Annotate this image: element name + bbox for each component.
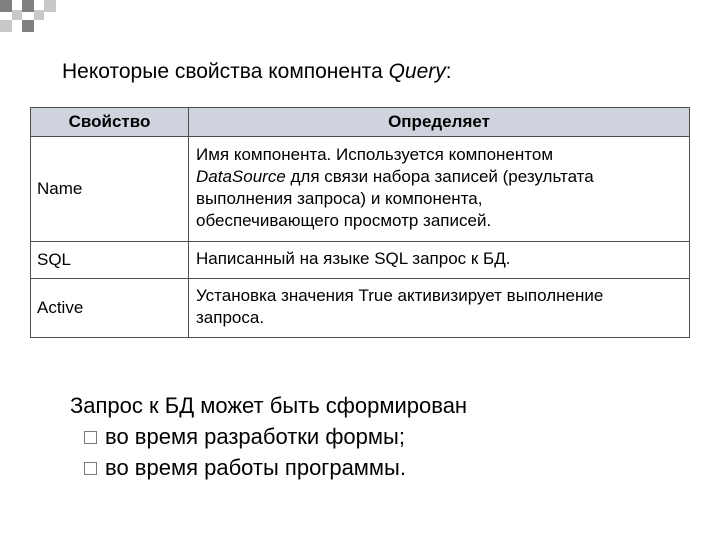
deco-square-dark — [22, 20, 34, 32]
table-row — [31, 279, 690, 338]
description-cell — [189, 279, 690, 338]
property-cell: Active — [31, 279, 189, 338]
description-line-rest: для связи набора записей (результата — [285, 167, 594, 186]
description-line: Установка значения True активизирует выполнение — [196, 286, 604, 305]
checkbox-square-icon — [84, 462, 97, 475]
note-text: Запрос к БД может быть сформирован — [70, 393, 468, 418]
checkbox-square-icon — [84, 431, 97, 444]
slide-title — [62, 60, 452, 84]
title-component-name: Query — [388, 60, 446, 83]
title-suffix: : — [445, 60, 452, 83]
property-cell: Name — [31, 137, 189, 242]
bullet-item — [84, 421, 467, 452]
description-cell — [189, 137, 690, 242]
bullet-text: во время разработки формы; — [105, 424, 405, 449]
properties-table — [30, 107, 690, 338]
title-prefix: Некоторые свойства компонента — [62, 60, 389, 83]
description-cell — [189, 242, 690, 279]
table-header-row — [31, 108, 690, 137]
description-line — [196, 166, 681, 188]
description-line: Имя компонента. Используется компонентом — [196, 145, 553, 164]
bullet-text: во время работы программы. — [105, 455, 406, 480]
bullet-item — [84, 452, 467, 483]
header-defines: Определяет — [189, 108, 690, 137]
description-line: выполнения запроса) и компонента, — [196, 189, 483, 208]
table-row — [31, 137, 690, 242]
deco-square-dark — [0, 0, 12, 12]
description-line: Написанный на языке SQL запрос к БД. — [196, 249, 511, 268]
property-cell: SQL — [31, 242, 189, 279]
deco-square-light — [44, 0, 56, 12]
table-row — [31, 242, 690, 279]
description-line: обеспечивающего просмотр записей. — [196, 211, 492, 230]
note-block — [70, 390, 467, 483]
deco-square-dark — [22, 0, 34, 12]
deco-square-light — [34, 10, 44, 20]
header-property: Свойство — [31, 108, 189, 137]
description-line: запроса. — [196, 308, 265, 327]
datasource-term: DataSource — [196, 167, 286, 186]
deco-square-light — [12, 10, 22, 20]
deco-square-light — [0, 20, 12, 32]
